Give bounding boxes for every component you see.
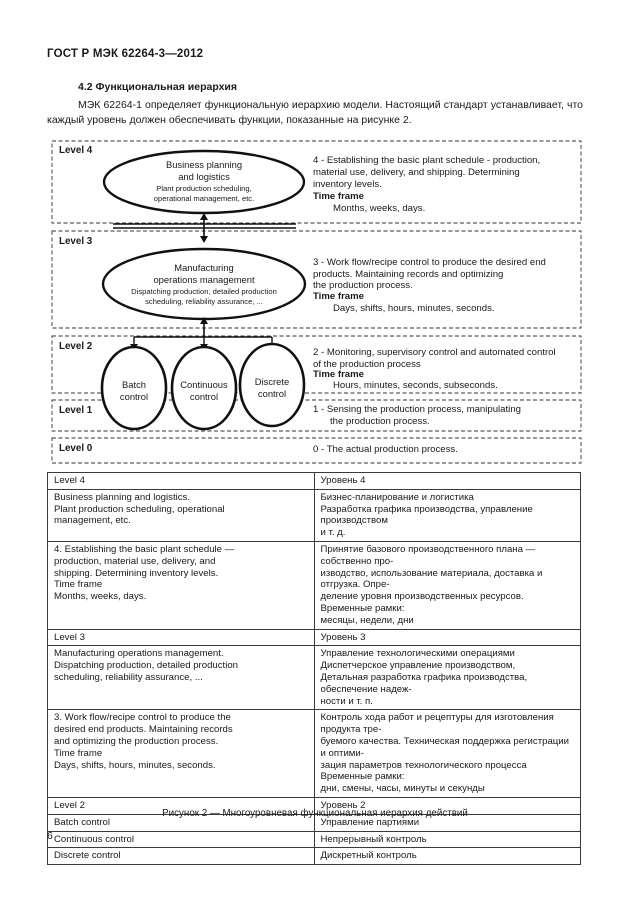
table-cell-en: Level 2 (48, 797, 315, 814)
ellipse4-line1: Business planning (165, 159, 243, 170)
desc3-line2: products. Maintaining records and optimizing (313, 269, 504, 280)
level-0-label: Level 0 (59, 443, 93, 454)
continuous-line1: Continuous (180, 379, 228, 390)
table-cell-en: Level 3 (48, 629, 315, 646)
desc4-timeframe-value: Months, weeks, days. (333, 203, 426, 214)
level-3-label: Level 3 (59, 236, 93, 247)
desc2-timeframe-value: Hours, minutes, seconds, subseconds. (333, 380, 498, 391)
desc4-line1: 4 - Establishing the basic plant schedule - production, (313, 155, 541, 166)
level-2-label: Level 2 (59, 341, 93, 352)
table-cell-ru: Управление технологическими операциями Диспетчерское управление производством, Детальная разработка графика производства, обеспечение надеж- ности и т. п. (314, 646, 581, 710)
table-cell-en: 3. Work flow/recipe control to produce the desired end products. Maintaining records and optimizing the production process. Time frame Days, shifts, hours, minutes, seconds. (48, 710, 315, 798)
document-header: ГОСТ Р МЭК 62264-3—2012 (47, 48, 204, 60)
figure-caption: Рисунок 2 — Многоуровневая функциональная иерархия действий (162, 808, 468, 819)
desc1-line1: 1 - Sensing the production process, manipulating (313, 404, 521, 415)
page-number: 6 (47, 830, 53, 842)
desc3-line1: 3 - Work flow/recipe control to produce the desired end (313, 257, 546, 268)
table-row (48, 646, 581, 710)
discrete-line1: Discrete (254, 376, 290, 387)
table-cell-ru: Управление партиями (314, 814, 581, 831)
ellipse3-line3: Dispatching production, detailed production (131, 287, 277, 296)
desc3-timeframe: Time frame (313, 291, 365, 302)
batch-line2: control (119, 391, 149, 402)
table-cell-en: Continuous control (48, 831, 315, 848)
table-row (48, 848, 581, 865)
table-cell-ru: Принятие базового производственного плана — собственно про- изводство, использование материала, доставка и отгрузка. Опре- деление уровня производственных ресурсов. Временные рамки: месяцы, недели, дни (314, 541, 581, 629)
desc4-line2: material use, delivery, and shipping. Determining (313, 167, 520, 178)
table-row (48, 831, 581, 848)
table-cell-ru: Дискретный контроль (314, 848, 581, 865)
level-4-label: Level 4 (59, 145, 93, 156)
table-row (48, 473, 581, 490)
table-cell-ru: Контроль хода работ и рецептуры для изготовления продукта тре- буемого качества. Техническая поддержка регистрации и оптими- зация параметров технологического процесса Временные рамки: дни, смены, часы, минуты и секунды (314, 710, 581, 798)
table-cell-ru: Уровень 4 (314, 473, 581, 490)
discrete-line2: control (257, 388, 287, 399)
table-row (48, 541, 581, 629)
table-row (48, 629, 581, 646)
table-cell-en: Discrete control (48, 848, 315, 865)
ellipse4-line4: operational management, etc. (153, 194, 255, 203)
table-cell-en: Batch control (48, 814, 315, 831)
translation-table (47, 472, 581, 865)
ellipse3-line4: scheduling, reliability assurance, ... (145, 297, 263, 306)
section-title: 4.2 Функциональная иерархия (78, 81, 238, 93)
ellipse3-line1: Manufacturing (174, 262, 234, 273)
table-cell-ru: Уровень 2 (314, 797, 581, 814)
desc4-timeframe: Time frame (313, 191, 365, 202)
table-cell-ru: Бизнес-планирование и логистика Разработка графика производства, управление производством и т. д. (314, 489, 581, 541)
desc2-line1: 2 - Monitoring, supervisory control and automated control (313, 347, 556, 358)
ellipse3-line2: operations management (153, 274, 255, 285)
desc2-line2: of the production process (313, 359, 421, 370)
table-row (48, 710, 581, 798)
table-cell-en: Manufacturing operations management. Dispatching production, detailed production scheduling, reliability assurance, ... (48, 646, 315, 710)
desc2-timeframe: Time frame (313, 369, 365, 380)
ellipse4-line2: and logistics (178, 171, 230, 182)
table-cell-en: Business planning and logistics. Plant production scheduling, operational management, etc. (48, 489, 315, 541)
batch-line1: Batch (122, 379, 146, 390)
ellipse4-line3: Plant production scheduling, (156, 184, 252, 193)
desc3-line3: the production process. (313, 280, 413, 291)
desc4-line3: inventory levels. (313, 179, 382, 190)
intro-paragraph: МЭК 62264-1 определяет функциональную иерархию модели. Настоящий стандарт устанавливает, что каждый уровень должен обеспечивать функции, показанные на рисунке 2. (47, 99, 583, 126)
table-cell-en: Level 4 (48, 473, 315, 490)
desc3-timeframe-value: Days, shifts, hours, minutes, seconds. (333, 303, 495, 314)
desc0-line: 0 - The actual production process. (313, 444, 458, 455)
desc1-line2: the production process. (330, 416, 430, 427)
table-cell-en: 4. Establishing the basic plant schedule — production, material use, delivery, and shipping. Determining inventory levels. Time frame Months, weeks, days. (48, 541, 315, 629)
table-cell-ru: Уровень 3 (314, 629, 581, 646)
level-1-label: Level 1 (59, 405, 93, 416)
continuous-line2: control (189, 391, 219, 402)
table-cell-ru: Непрерывный контроль (314, 831, 581, 848)
table-row (48, 489, 581, 541)
